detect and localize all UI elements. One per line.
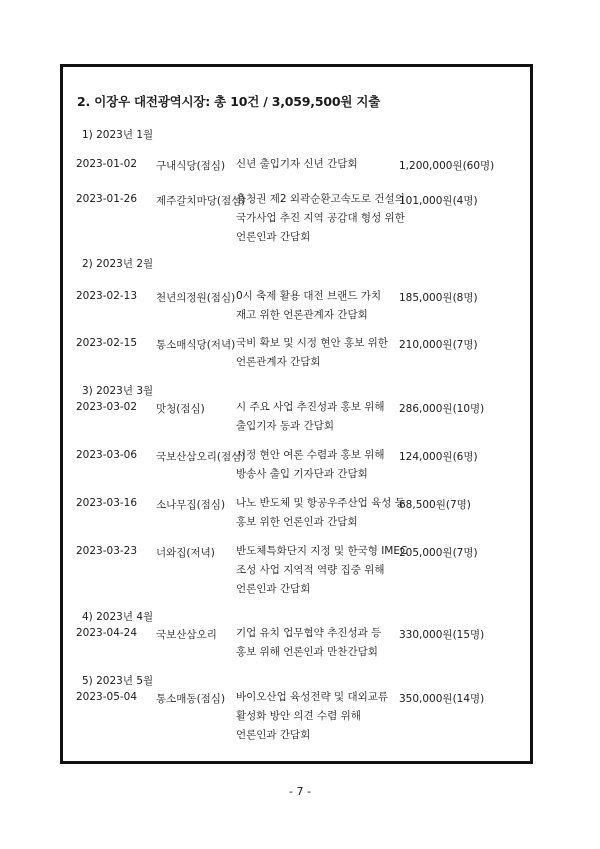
- row-place: 맛청(점심): [156, 403, 205, 415]
- row-description: [236, 688, 394, 745]
- month-heading: 1) 2023년 1월: [82, 129, 154, 141]
- row-description: [236, 190, 405, 247]
- row-place: 통소매식당(저녁): [156, 339, 236, 351]
- row-place: 국보산삼오리: [156, 629, 217, 641]
- row-description-line: 조성 사업 지역적 역량 집중 위해: [236, 564, 385, 576]
- row-description-line: 충청권 제2 외곽순환고속도로 건설의: [236, 193, 405, 205]
- row-place: 통소매동(점심): [156, 693, 226, 705]
- row-description-line: 언론인과 간담회: [236, 231, 311, 243]
- row-description-line: 나노 반도체 및 항공우주산업 육성 등: [236, 497, 405, 509]
- row-amount: 210,000원(7명): [399, 339, 478, 351]
- row-description-line: 언론인과 간담회: [236, 729, 311, 741]
- row-amount: 1,200,000원(60명): [399, 160, 495, 172]
- row-description-line: 언론인과 간담회: [236, 583, 311, 595]
- row-date: 2023-01-26: [76, 193, 138, 205]
- row-description-line: 반도체특화단지 지정 및 한국형 IMEC: [236, 545, 408, 557]
- row-place: 천년의정원(점심): [156, 292, 236, 304]
- row-description-line: 홍보 위해 언론인과 만찬간담회: [236, 646, 378, 658]
- row-amount: 330,000원(15명): [399, 629, 485, 641]
- page-number: - 7 -: [289, 785, 311, 798]
- row-date: 2023-03-23: [76, 545, 138, 557]
- row-description: [236, 494, 405, 532]
- row-date: 2023-03-06: [76, 449, 138, 461]
- row-description-line: 국비 확보 및 시정 현안 홍보 위한: [236, 337, 388, 349]
- row-date: 2023-03-16: [76, 497, 138, 509]
- row-description: [236, 624, 394, 662]
- row-description-line: 국가사업 추진 지역 공감대 형성 위한: [236, 212, 405, 224]
- row-description: [236, 446, 394, 484]
- month-heading: 4) 2023년 4월: [82, 611, 154, 623]
- row-description-line: 방송사 출입 기자단과 간담회: [236, 468, 368, 480]
- row-amount: 350,000원(14명): [399, 693, 485, 705]
- row-place: 구내식당(점심): [156, 160, 226, 172]
- row-date: 2023-02-15: [76, 337, 138, 349]
- row-amount: 286,000원(10명): [399, 403, 485, 415]
- row-place: 소나무집(점심): [156, 499, 226, 511]
- row-date: 2023-04-24: [76, 627, 138, 639]
- month-heading: 3) 2023년 3월: [82, 385, 154, 397]
- row-description-line: 시정 현안 여론 수렴과 홍보 위해: [236, 449, 385, 461]
- row-amount: 101,000원(4명): [399, 195, 478, 207]
- row-description-line: 언론관계자 간담회: [236, 356, 321, 368]
- row-description-line: 시 주요 사업 추진성과 홍보 위해: [236, 401, 385, 413]
- row-amount: 124,000원(6명): [399, 451, 478, 463]
- row-date: 2023-03-02: [76, 401, 138, 413]
- row-description-line: 바이오산업 육성전략 및 대외교류: [236, 691, 389, 703]
- row-date: 2023-05-04: [76, 691, 138, 703]
- section-title: 2. 이장우 대전광역시장: 총 10건 / 3,059,500원 지출: [77, 94, 381, 109]
- row-description: [236, 542, 408, 599]
- row-description-line: 신년 출입기자 신년 간담회: [236, 158, 358, 170]
- row-description-line: 홍보 위한 언론인과 간담회: [236, 516, 358, 528]
- row-place: 국보산삼오리(점심): [156, 451, 246, 463]
- row-description: [236, 287, 394, 325]
- row-description-line: 0시 축제 활용 대전 브랜드 가치: [236, 290, 382, 302]
- row-amount: 68,500원(7명): [399, 499, 471, 511]
- row-date: 2023-02-13: [76, 290, 138, 302]
- row-description-line: 출입기자 동과 간담회: [236, 420, 334, 432]
- row-description: [236, 155, 394, 174]
- row-description-line: 재고 위한 언론관계자 간담회: [236, 309, 368, 321]
- row-place: 너와집(저녁): [156, 547, 215, 559]
- row-description: [236, 398, 394, 436]
- row-description-line: 기업 유치 업무협약 추진성과 등: [236, 627, 382, 639]
- month-heading: 2) 2023년 2월: [82, 258, 154, 270]
- row-description: [236, 334, 394, 372]
- row-place: 제주갈치마당(점심): [156, 195, 246, 207]
- month-heading: 5) 2023년 5월: [82, 675, 154, 687]
- row-date: 2023-01-02: [76, 158, 138, 170]
- row-description-line: 활성화 방안 의견 수렴 위해: [236, 710, 361, 722]
- row-amount: 185,000원(8명): [399, 292, 478, 304]
- row-amount: 205,000원(7명): [399, 547, 478, 559]
